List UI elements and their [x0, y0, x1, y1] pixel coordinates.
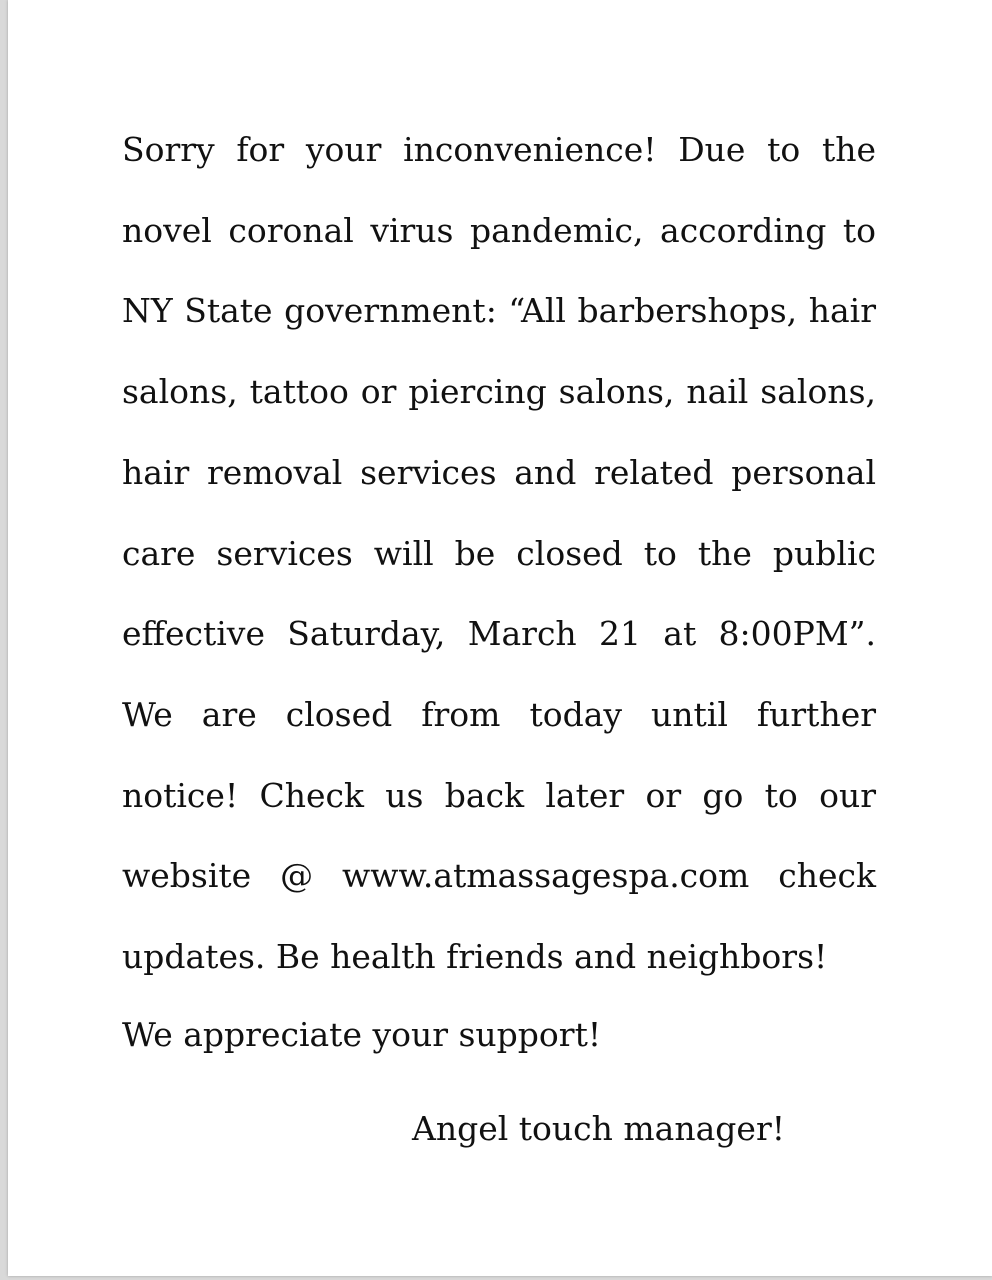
notice-body: Sorry for your inconvenience! Due to the novel coronal virus pandemic, according to NY State government: “All barbershops, hair salons, tattoo or piercing salons, nail salons, hair removal services and related personal care services will be closed to the public effective Saturday, March 21 at 8:00PM”. We are closed from today until further notice! Check us back later or go to our website @ www.atmassagespa.com check updates. Be health friends and neighbors! — [122, 130, 876, 977]
support-line: We appreciate your support! — [122, 1015, 602, 1054]
document-page — [8, 0, 992, 1276]
signature-line: Angel touch manager! — [412, 1109, 785, 1148]
